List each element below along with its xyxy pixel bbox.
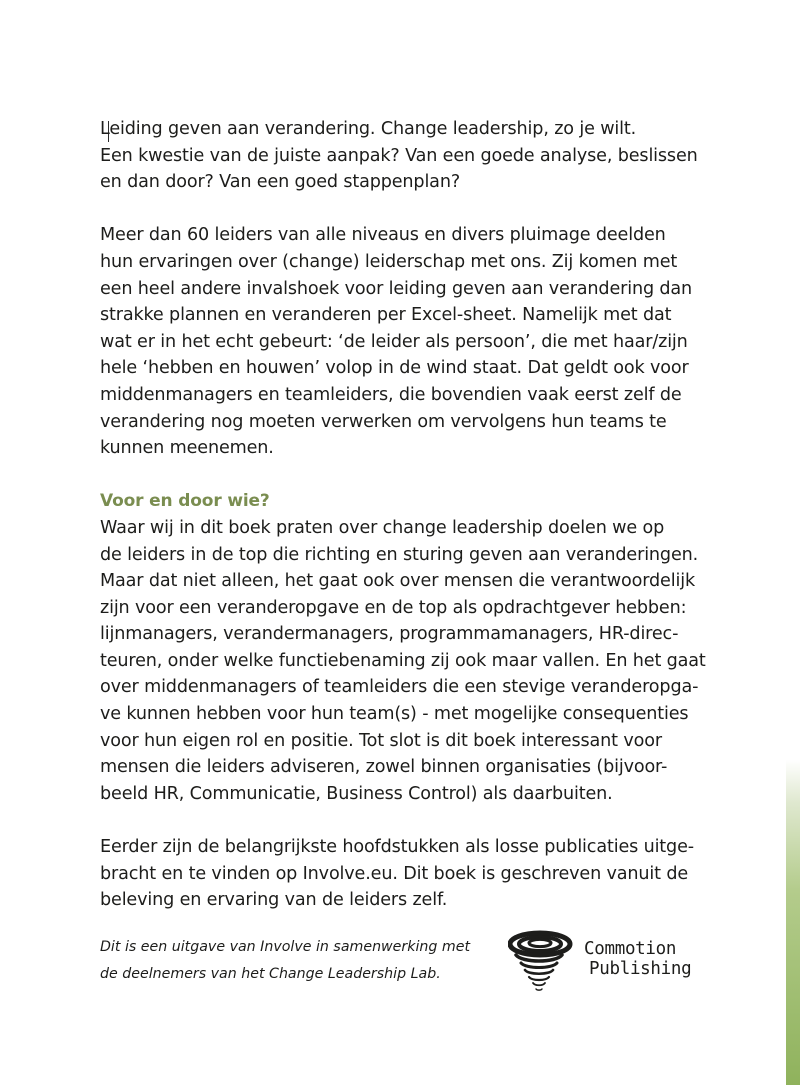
text-line: beeld HR, Communicatie, Business Control) als daarbuiten. [100, 783, 613, 804]
text-line: Een kwestie van de juiste aanpak? Van een goede analyse, beslissen [100, 145, 698, 166]
text-line: Maar dat niet alleen, het gaat ook over mensen die verantwoordelijk [100, 571, 695, 592]
text-line: Eerder zijn de belangrijkste hoofdstukken als losse publicaties uitge- [100, 837, 694, 858]
leaders-paragraph [100, 222, 700, 461]
text-line: Leiding geven aan verandering. Change leadership, zo je wilt. [100, 119, 637, 139]
text-line: en dan door? Van een goed stappenplan? [100, 172, 461, 193]
green-edge-decoration [786, 0, 800, 1085]
text-line: hele ‘hebben en houwen’ volop in de wind staat. Dat geldt ook voor [100, 358, 689, 379]
text-line: verandering nog moeten verwerken om vervolgens hun teams te [100, 411, 667, 432]
text-line: lijnmanagers, verandermanagers, programmamanagers, HR-direc- [100, 624, 679, 645]
text-line: teuren, onder welke functiebenaming zij ook maar vallen. En het gaat [100, 650, 706, 671]
text-line: bracht en te vinden op Involve.eu. Dit boek is geschreven vanuit de [100, 863, 689, 884]
intro-paragraph [100, 116, 700, 196]
body-text [100, 116, 706, 914]
section-heading: Voor en door wie? [100, 491, 270, 512]
publications-paragraph [100, 834, 700, 914]
publisher-mark [508, 927, 708, 999]
colophon-note [100, 934, 500, 987]
text-line: ve kunnen hebben voor hun team(s) - met mogelijke consequenties [100, 704, 689, 725]
text-line: mensen die leiders adviseren, zowel binnen organisaties (bijvoor- [100, 757, 668, 778]
publisher-name-line1: Commotion [584, 939, 677, 959]
text-line: de leiders in de top die richting en sturing geven aan veranderingen. [100, 544, 699, 565]
text-line: Meer dan 60 leiders van alle niveaus en divers pluimage deelden [100, 225, 666, 246]
text-line: middenmanagers en teamleiders, die bovendien vaak eerst zelf de [100, 384, 682, 405]
text-line: kunnen meenemen. [100, 438, 274, 459]
text-line: voor hun eigen rol en positie. Tot slot is dit boek interessant voor [100, 730, 662, 751]
text-line: zijn voor een veranderopgave en de top als opdrachtgever hebben: [100, 597, 687, 618]
publisher-name [584, 939, 691, 979]
text-line: beleving en ervaring van de leiders zelf. [100, 890, 448, 911]
paragraph-spacer [100, 807, 700, 834]
text-line: een heel andere invalshoek voor leiding geven aan verandering dan [100, 278, 693, 299]
paragraph-spacer [100, 196, 700, 223]
colophon-line: de deelnemers van het Change Leadership Lab. [100, 965, 441, 982]
text-line: wat er in het echt gebeurt: ‘de leider als persoon’, die met haar/zijn [100, 331, 688, 352]
paragraph-spacer [100, 462, 700, 489]
text-line: strakke plannen en veranderen per Excel-sheet. Namelijk met dat [100, 305, 672, 326]
commotion-spiral-logo-icon [508, 927, 578, 997]
audience-section [100, 488, 706, 807]
text-line: over middenmanagers of teamleiders die een stevige veranderopga- [100, 677, 699, 698]
text-line: hun ervaringen over (change) leiderschap met ons. Zij komen met [100, 251, 678, 272]
publisher-name-line2: Publishing [589, 959, 692, 979]
text-line: Waar wij in dit boek praten over change leadership doelen we op [100, 517, 665, 538]
colophon-line: Dit is een uitgave van Involve in samenwerking met [100, 939, 471, 955]
